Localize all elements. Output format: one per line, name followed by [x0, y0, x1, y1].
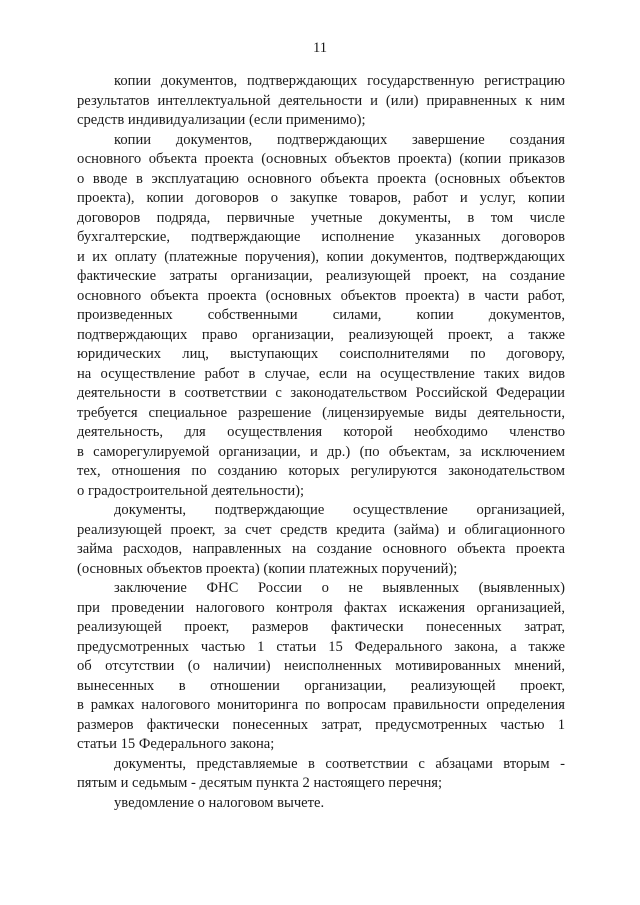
- text-line: средств индивидуализации (если применимо);: [77, 112, 366, 128]
- text-line: в саморегулируемой организации, и др.) (по объектам, за исключением: [77, 443, 565, 460]
- text-line: документы, подтверждающие осуществление организацией,: [114, 502, 565, 518]
- text-line: копии документов, подтверждающих государственную регистрацию: [114, 73, 565, 89]
- paragraph: [77, 501, 565, 579]
- text-line: юридических лиц, выступающих соисполнителями по договору,: [77, 346, 565, 362]
- text-line: бухгалтерские, подтверждающие исполнение указанных договоров: [77, 229, 565, 245]
- text-line: копии документов, подтверждающих завершение создания: [114, 131, 565, 148]
- text-line: размеров фактически понесенных затрат, предусмотренных частью 1: [77, 716, 565, 733]
- paragraph: [77, 131, 565, 502]
- text-line: и их оплату (платежные поручения), копии документов, подтверждающих: [77, 248, 565, 265]
- text-line: подтверждающих право организации, реализующей проект, а также: [77, 326, 565, 343]
- text-line: произведенных собственными силами, копии документов,: [77, 307, 565, 323]
- page-number: 11: [312, 40, 328, 56]
- text-line: заключение ФНС России о не выявленных (выявленных): [114, 580, 565, 596]
- text-line: деятельности в соответствии с законодательством Российской Федерации: [77, 385, 565, 401]
- text-line: деятельность, для осуществления которой необходимо членство: [77, 424, 565, 440]
- text-line: тех, отношения по созданию которых регулируются законодательством: [77, 463, 565, 479]
- text-line: о градостроительной деятельности);: [77, 482, 305, 499]
- document-body: [77, 72, 565, 813]
- text-line: предусмотренных частью 1 статьи 15 Федерального закона, а также: [77, 638, 565, 655]
- text-line: в рамках налогового мониторинга по вопросам правильности определения: [77, 697, 565, 713]
- text-line: реализующей проект, размеров фактически понесенных затрат,: [77, 619, 565, 635]
- text-line: о вводе в эксплуатацию основного объекта проекта (основных объектов: [77, 170, 565, 187]
- text-line: фактические затраты организации, реализующей проект, на создание: [77, 268, 565, 284]
- text-line: основного объекта проекта (основных объектов проекта) (копии приказов: [77, 151, 565, 167]
- text-line: при проведении налогового контроля фактах искажения организацией,: [77, 599, 565, 616]
- text-line: уведомление о налоговом вычете.: [114, 794, 325, 811]
- text-line: займа расходов, направленных на создание основного объекта проекта: [77, 541, 565, 557]
- text-line: статьи 15 Федерального закона;: [77, 736, 275, 752]
- text-line: договоров подряда, первичные учетные документы, в том числе: [77, 209, 565, 226]
- text-line: реализующей проект, за счет средств кредита (займа) и облигационного: [77, 521, 565, 538]
- text-line: об отсутствии (о наличии) неисполненных мотивированных мнений,: [77, 658, 565, 674]
- text-line: пятым и седьмым - десятым пункта 2 настоящего перечня;: [77, 775, 443, 791]
- text-line: проекта), копии договоров о закупке товаров, работ и услуг, копии: [77, 190, 565, 206]
- paragraph: [77, 72, 565, 131]
- paragraph: [77, 579, 565, 755]
- paragraph: [77, 794, 565, 814]
- text-line: результатов интеллектуальной деятельности и (или) приравненных к ним: [77, 92, 565, 109]
- text-line: требуется специальное разрешение (лицензируемые виды деятельности,: [77, 404, 565, 421]
- text-line: документы, представляемые в соответствии с абзацами вторым -: [114, 755, 565, 772]
- text-line: основного объекта проекта (основных объектов проекта) в части работ,: [77, 287, 565, 304]
- paragraph: [77, 755, 565, 794]
- text-line: на осуществление работ в случае, если на осуществление таких видов: [77, 365, 565, 382]
- text-line: вынесенных в отношении организации, реализующей проект,: [77, 677, 565, 694]
- text-line: (основных объектов проекта) (копии платежных поручений);: [77, 560, 458, 577]
